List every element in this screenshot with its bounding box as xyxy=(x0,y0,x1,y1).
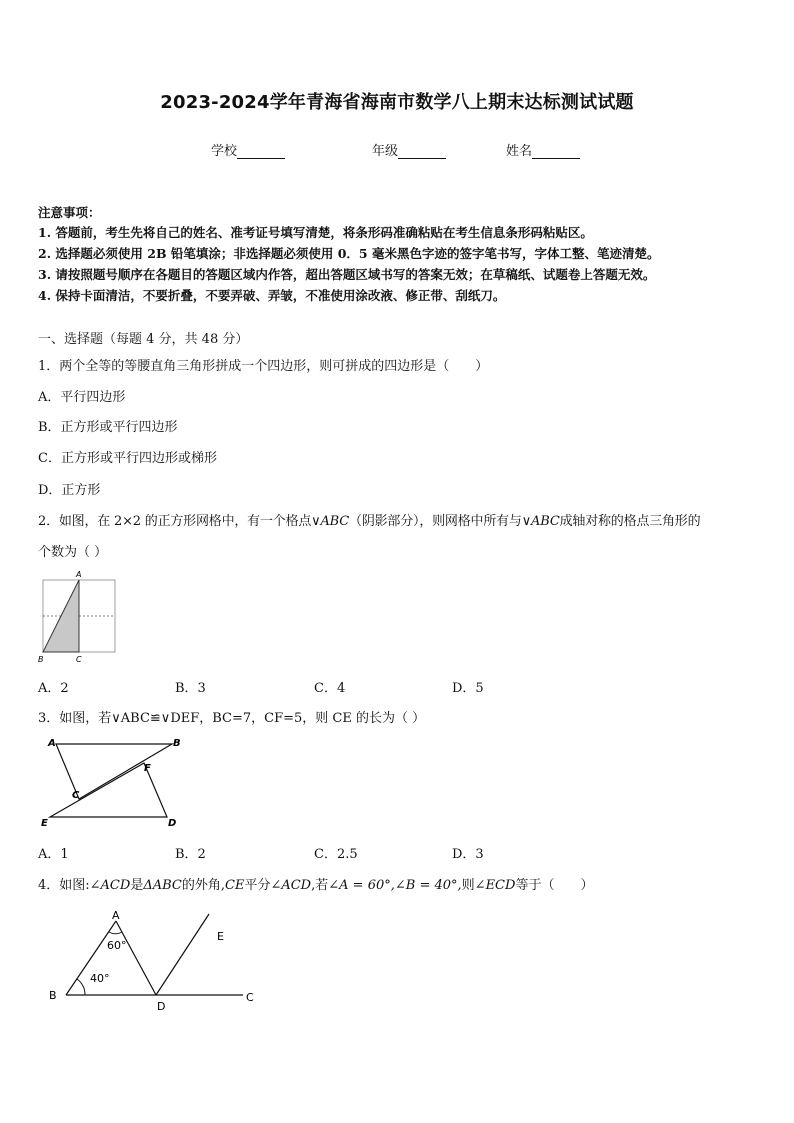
q3-figure xyxy=(38,733,188,831)
notice-item: 3. 请按照题号顺序在各题目的答题区域内作答，超出答题区域书写的答案无效；在草稿纸、试题卷上答题无效。 xyxy=(38,267,656,282)
label-40: 40° xyxy=(90,972,110,985)
q3-stem: 3．如图，若∨ABC≌∨DEF，BC=7，CF=5，则 CE 的长为（ ） xyxy=(38,711,426,726)
q2-triangle-1: ∨ABC xyxy=(311,514,350,529)
q4-ce: CE xyxy=(225,878,245,893)
notice-item: 1. 答题前，考生先将自己的姓名、准考证号填写清楚，将条形码准确粘贴在考生信息条形码粘贴区。 xyxy=(38,225,593,240)
label-c: C xyxy=(72,790,80,801)
label-b: B xyxy=(38,655,44,664)
q4-angle-ecd: ∠ECD xyxy=(474,878,516,893)
q3-option-b[interactable]: B．2 xyxy=(175,847,206,862)
q2-stem-a: 2．如图，在 2×2 的正方形网格中，有一个格点 xyxy=(38,514,312,529)
label-60: 60° xyxy=(107,939,127,952)
label-a: A xyxy=(112,909,120,922)
label-d: D xyxy=(168,818,177,829)
q2-stem-line2: 个数为（ ） xyxy=(38,545,108,560)
q4-figure xyxy=(40,904,265,1016)
q2-stem-b: （阴影部分），则网格中所有与 xyxy=(349,514,522,529)
notice-heading: 注意事项： xyxy=(38,205,101,220)
q2-option-b[interactable]: B．3 xyxy=(175,681,206,696)
q4-triangle-abc: ΔABC xyxy=(143,878,182,893)
q2-stem xyxy=(38,510,700,529)
notice-item: 4. 保持卡面清洁，不要折叠，不要弄破、弄皱，不准使用涂改液、修正带、刮纸刀。 xyxy=(38,288,506,303)
q3-option-c[interactable]: C．2.5 xyxy=(314,847,358,862)
q2-triangle-2: ∨ABC xyxy=(521,514,560,529)
label-a: A xyxy=(76,570,82,579)
label-e: E xyxy=(41,818,48,829)
q1-option-c[interactable]: C．正方形或平行四边形或梯形 xyxy=(38,451,217,466)
q4-text: 的外角, xyxy=(181,878,225,893)
school-blank[interactable] xyxy=(237,145,285,159)
notice-item: 2. 选择题必须使用 2B 铅笔填涂；非选择题必须使用 0．5 毫米黑色字迹的签字笔书写，字体工整、笔迹清楚。 xyxy=(38,246,660,261)
label-c: C xyxy=(246,991,254,1004)
q2-option-c[interactable]: C．4 xyxy=(314,681,346,696)
label-b: B xyxy=(49,989,57,1002)
label-d: D xyxy=(157,1000,166,1013)
name-blank[interactable] xyxy=(532,145,580,159)
line-de xyxy=(156,914,209,995)
q4-text: ,若 xyxy=(311,878,329,893)
name-field[interactable] xyxy=(506,140,580,159)
label-a: A xyxy=(48,738,56,749)
q4-text: 等于（ ） xyxy=(515,878,594,893)
page-title: 2023-2024学年青海省海南市数学八上期末达标测试试题 xyxy=(160,92,634,113)
q4-text: 则 xyxy=(461,878,475,893)
q4-angle-acd: ∠ACD xyxy=(270,878,312,893)
name-label: 姓名 xyxy=(506,144,533,159)
q4-angle-b: ∠B = 40°, xyxy=(394,878,462,893)
q1-stem: 1．两个全等的等腰直角三角形拼成一个四边形，则可拼成的四边形是（ ） xyxy=(38,359,489,374)
section-heading: 一、选择题（每题 4 分，共 48 分） xyxy=(38,332,249,347)
q1-option-b[interactable]: B．正方形或平行四边形 xyxy=(38,420,178,435)
q4-stem-a: 4．如图: xyxy=(38,878,90,893)
label-e: E xyxy=(217,930,224,943)
q2-option-d[interactable]: D．5 xyxy=(452,681,484,696)
label-c: C xyxy=(76,655,82,664)
q4-angle-acd: ∠ACD xyxy=(89,878,131,893)
q1-option-a[interactable]: A．平行四边形 xyxy=(38,390,126,405)
q4-text: 平分 xyxy=(244,878,271,893)
grade-label: 年级 xyxy=(372,144,399,159)
school-field[interactable] xyxy=(211,140,285,159)
q3-option-d[interactable]: D．3 xyxy=(452,847,484,862)
q4-stem xyxy=(38,874,593,893)
q3-option-a[interactable]: A．1 xyxy=(38,847,69,862)
q2-figure xyxy=(36,568,122,666)
grade-field[interactable] xyxy=(372,140,446,159)
q2-stem-c: 成轴对称的格点三角形的 xyxy=(559,514,701,529)
q4-angle-a: ∠A = 60°, xyxy=(328,878,395,893)
q4-text: 是 xyxy=(130,878,144,893)
grade-blank[interactable] xyxy=(398,145,446,159)
label-b: B xyxy=(173,738,181,749)
label-f: F xyxy=(144,763,151,774)
angle-a-arc xyxy=(109,932,122,934)
angle-b-arc xyxy=(77,979,85,995)
q1-option-d[interactable]: D．正方形 xyxy=(38,483,101,498)
school-label: 学校 xyxy=(211,144,238,159)
q2-option-a[interactable]: A．2 xyxy=(38,681,69,696)
